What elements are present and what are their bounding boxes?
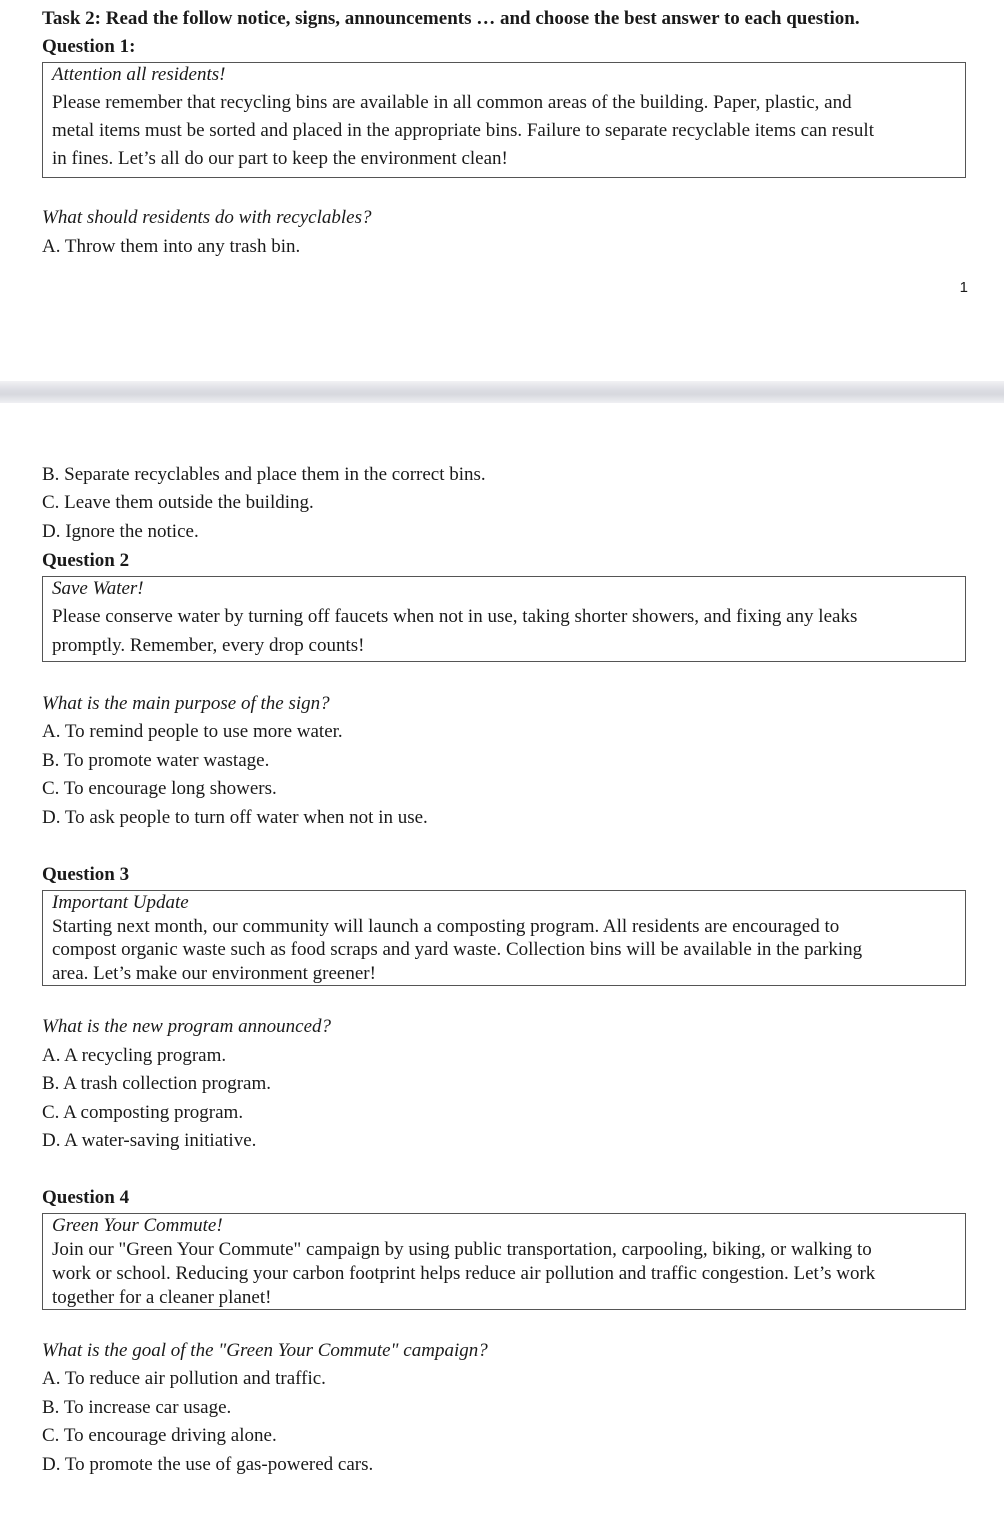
notice-line: together for a cleaner planet! [52, 1287, 272, 1308]
question-2-prompt: What is the main purpose of the sign? [42, 693, 330, 714]
notice-line: promptly. Remember, every drop counts! [52, 635, 365, 656]
question-2-option-b: B. To promote water wastage. [42, 750, 270, 771]
question-4-option-a: A. To reduce air pollution and traffic. [42, 1368, 326, 1389]
notice-title: Save Water! [52, 578, 144, 599]
notice-title: Important Update [52, 892, 189, 913]
question-2-option-a: A. To remind people to use more water. [42, 721, 343, 742]
question-1-option-d: D. Ignore the notice. [42, 521, 199, 542]
question-1-prompt: What should residents do with recyclables? [42, 207, 372, 228]
page-break-divider [0, 381, 1004, 403]
question-1-option-c: C. Leave them outside the building. [42, 492, 314, 513]
notice-line: Join our "Green Your Commute" campaign by using public transportation, carpooling, biking, or walking to [52, 1239, 872, 1260]
notice-line: compost organic waste such as food scraps and yard waste. Collection bins will be available in the parking [52, 939, 863, 960]
notice-line: Please conserve water by turning off faucets when not in use, taking shorter showers, and fixing any leaks [52, 606, 858, 627]
notice-line: work or school. Reducing your carbon footprint helps reduce air pollution and traffic congestion. Let’s work [52, 1263, 876, 1284]
question-3-option-b: B. A trash collection program. [42, 1073, 272, 1094]
notice-line: metal items must be sorted and placed in the appropriate bins. Failure to separate recyclable items can result [52, 120, 874, 141]
task-title: Task 2: Read the follow notice, signs, announcements … and choose the best answer to each question. [42, 8, 860, 29]
question-4-notice-box [42, 1213, 966, 1310]
question-3-prompt: What is the new program announced? [42, 1016, 332, 1037]
question-4-heading: Question 4 [42, 1187, 130, 1208]
question-1-option-a: A. Throw them into any trash bin. [42, 236, 301, 257]
question-3-option-d: D. A water-saving initiative. [42, 1130, 257, 1151]
question-3-notice-box [42, 890, 966, 986]
question-4-option-c: C. To encourage driving alone. [42, 1425, 277, 1446]
question-1-option-b: B. Separate recyclables and place them in the correct bins. [42, 464, 486, 485]
notice-line: Starting next month, our community will launch a composting program. All residents are encouraged to [52, 916, 840, 937]
question-1-notice-box [42, 62, 966, 178]
question-4-prompt: What is the goal of the "Green Your Commute" campaign? [42, 1340, 488, 1361]
page-number: 1 [959, 279, 968, 296]
question-2-notice-box [42, 576, 966, 662]
question-4-option-d: D. To promote the use of gas-powered cars. [42, 1454, 374, 1475]
question-3-option-a: A. A recycling program. [42, 1045, 227, 1066]
question-2-heading: Question 2 [42, 550, 130, 571]
question-2-option-c: C. To encourage long showers. [42, 778, 277, 799]
notice-title: Attention all residents! [52, 64, 226, 85]
question-2-option-d: D. To ask people to turn off water when not in use. [42, 807, 428, 828]
notice-line: Please remember that recycling bins are available in all common areas of the building. Paper, plastic, and [52, 92, 852, 113]
question-3-heading: Question 3 [42, 864, 130, 885]
notice-line: in fines. Let’s all do our part to keep the environment clean! [52, 148, 508, 169]
question-3-option-c: C. A composting program. [42, 1102, 244, 1123]
question-4-option-b: B. To increase car usage. [42, 1397, 232, 1418]
notice-title: Green Your Commute! [52, 1215, 223, 1236]
notice-line: area. Let’s make our environment greener! [52, 963, 376, 984]
question-1-heading: Question 1: [42, 36, 136, 57]
